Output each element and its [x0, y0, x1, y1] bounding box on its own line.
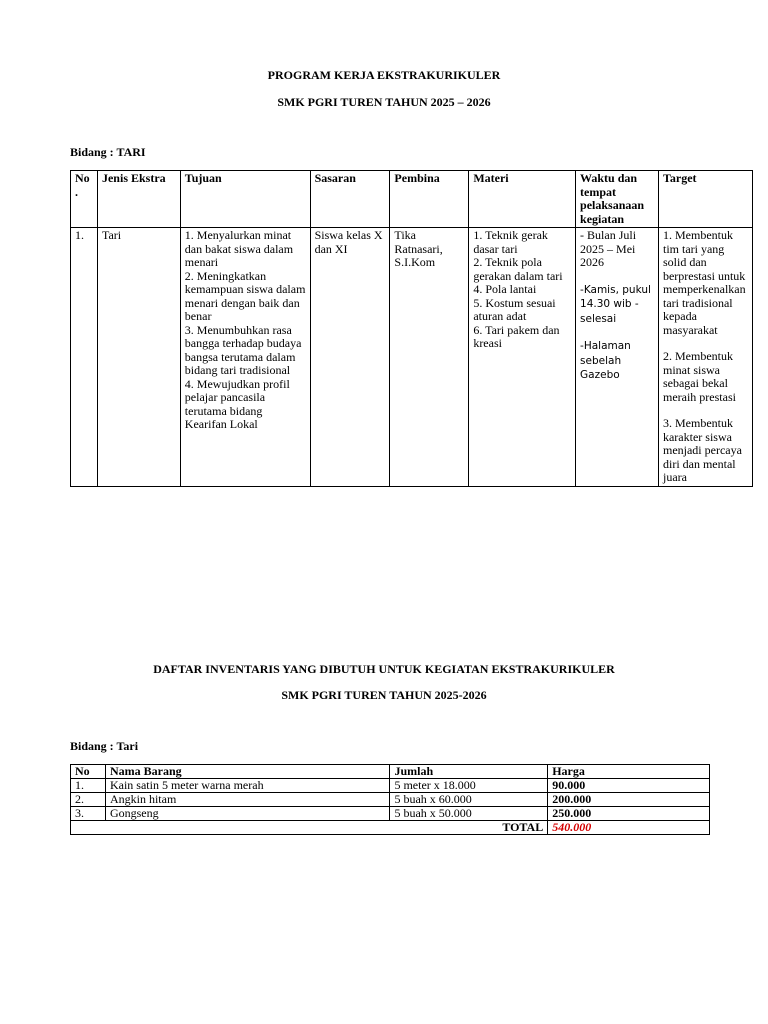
program-bidang-label: Bidang : TARI	[70, 145, 146, 159]
waktu-periode: - Bulan Juli 2025 – Mei 2026	[580, 228, 637, 269]
tujuan-item: 2. Meningkatkan kemampuan siswa dalam menari dengan baik dan benar	[184, 268, 306, 323]
inventaris-bidang-label: Bidang : Tari	[70, 739, 139, 753]
header-no: No	[71, 765, 106, 779]
tujuan-item: 3. Menumbuhkan rasa bangga terhadap budaya bangsa terutama dalam bidang tari tradisional	[184, 322, 302, 377]
header-harga: Harga	[548, 765, 710, 779]
program-header-row	[71, 171, 753, 228]
materi-item: 6. Tari pakem dan kreasi	[473, 322, 560, 350]
header-target: Target	[658, 171, 752, 228]
program-table	[70, 170, 753, 487]
cell-waktu	[576, 228, 659, 487]
cell-nama: Angkin hitam	[105, 793, 390, 807]
tujuan-item: 4. Mewujudkan profil pelajar pancasila terutama bidang Kearifan Lokal	[184, 376, 290, 431]
inventaris-header-row	[71, 765, 710, 779]
header-jenis-ekstra: Jenis Ekstra	[97, 171, 180, 228]
cell-materi	[469, 228, 576, 487]
program-title: PROGRAM KERJA EKSTRAKURIKULER	[267, 68, 501, 82]
table-row	[71, 779, 710, 793]
waktu-jadwal: -Kamis, pukul 14.30 wib - selesai	[580, 283, 651, 325]
table-row	[71, 228, 753, 487]
target-item: 2. Membentuk minat siswa sebagai bekal meraih prestasi	[662, 349, 736, 404]
header-waktu: Waktu dan tempat pelaksanaan kegiatan	[576, 171, 659, 228]
materi-item: 1. Teknik gerak dasar tari	[473, 228, 548, 256]
total-value: 540.000	[548, 821, 710, 835]
table-row	[71, 793, 710, 807]
total-label: TOTAL	[71, 821, 548, 835]
cell-no: 1.	[71, 228, 98, 487]
tujuan-item: 1. Menyalurkan minat dan bakat siswa dalam menari	[184, 228, 294, 269]
header-no: No .	[71, 171, 98, 228]
materi-item: 2. Teknik pola gerakan dalam tari	[473, 255, 563, 283]
cell-pembina: Tika Ratnasari, S.I.Kom	[390, 228, 469, 487]
cell-nama: Gongseng	[105, 807, 390, 821]
inventaris-table	[70, 764, 710, 835]
materi-item: 5. Kostum sesuai aturan adat	[473, 295, 556, 323]
materi-item: 4. Pola lantai	[473, 282, 537, 296]
cell-target	[658, 228, 752, 487]
cell-jumlah: 5 meter x 18.000	[390, 779, 548, 793]
cell-no: 2.	[71, 793, 106, 807]
cell-jumlah: 5 buah x 50.000	[390, 807, 548, 821]
total-row	[71, 821, 710, 835]
header-tujuan: Tujuan	[180, 171, 310, 228]
target-item: 3. Membentuk karakter siswa menjadi percaya diri dan mental juara	[662, 416, 742, 484]
cell-tujuan	[180, 228, 310, 487]
target-item: 1. Membentuk tim tari yang solid dan berprestasi untuk memperkenalkan tari tradisional kepada masyarakat	[662, 228, 746, 337]
cell-no: 1.	[71, 779, 106, 793]
cell-jenis: Tari	[97, 228, 180, 487]
waktu-tempat: -Halaman sebelah Gazebo	[580, 340, 631, 381]
header-sasaran: Sasaran	[310, 171, 390, 228]
inventaris-title: DAFTAR INVENTARIS YANG DIBUTUH UNTUK KEGIATAN EKSTRAKURIKULER	[153, 662, 615, 676]
cell-harga: 250.000	[548, 807, 710, 821]
cell-harga: 90.000	[548, 779, 710, 793]
inventaris-subtitle: SMK PGRI TUREN TAHUN 2025-2026	[281, 688, 487, 702]
cell-sasaran: Siswa kelas X dan XI	[310, 228, 390, 487]
header-jumlah: Jumlah	[390, 765, 548, 779]
header-materi: Materi	[469, 171, 576, 228]
header-pembina: Pembina	[390, 171, 469, 228]
program-subtitle: SMK PGRI TUREN TAHUN 2025 – 2026	[277, 95, 491, 109]
cell-jumlah: 5 buah x 60.000	[390, 793, 548, 807]
cell-nama: Kain satin 5 meter warna merah	[105, 779, 390, 793]
table-row	[71, 807, 710, 821]
cell-no: 3.	[71, 807, 106, 821]
cell-harga: 200.000	[548, 793, 710, 807]
header-nama-barang: Nama Barang	[105, 765, 390, 779]
